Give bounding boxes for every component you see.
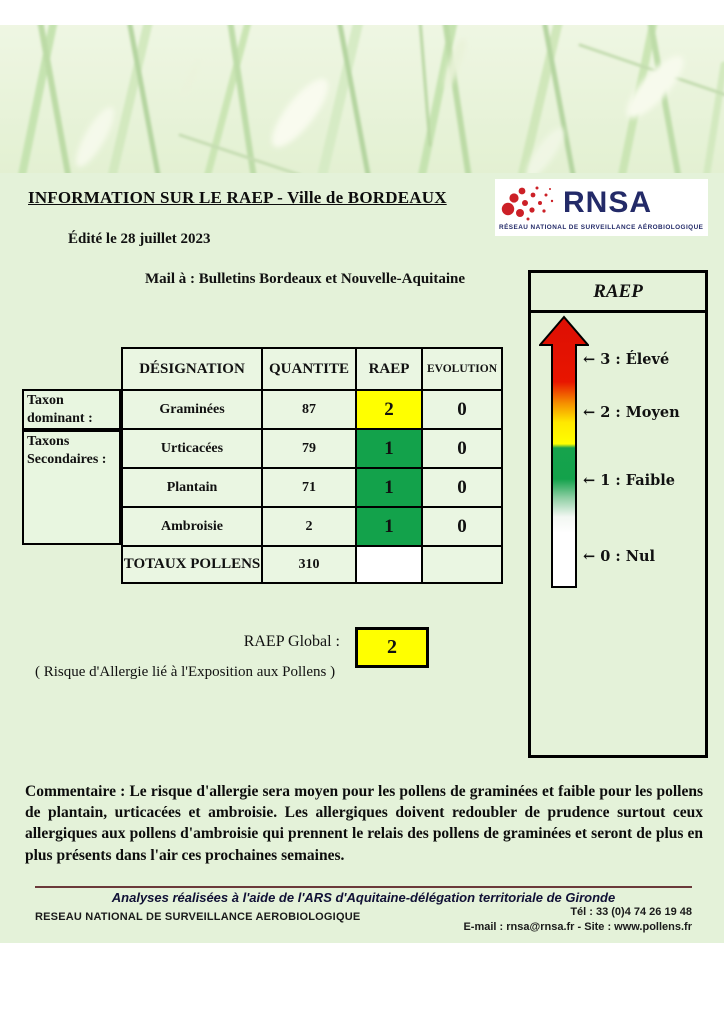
edition-date: Édité le 28 juillet 2023	[68, 231, 211, 247]
table-row-quantite: 87	[263, 391, 355, 428]
table-row-raep: 1	[357, 508, 421, 545]
raep-scale-title: RAEP	[531, 273, 705, 313]
page-title: INFORMATION SUR LE RAEP - Ville de BORDEAUX	[28, 188, 447, 207]
col-header-designation: DÉSIGNATION	[123, 349, 261, 389]
totals-evolution-empty	[423, 547, 501, 582]
grass-photo-art	[0, 25, 724, 173]
scale-level-2: ← 2 : Moyen	[583, 404, 680, 421]
table-row-designation: Ambroisie	[123, 508, 261, 545]
pollen-table	[121, 347, 503, 584]
table-row-evolution: 0	[423, 469, 501, 506]
table-row-raep: 2	[357, 391, 421, 428]
footer-analyses-note: Analyses réalisées à l'aide de l'ARS d'Aquitaine-délégation territoriale de Gironde	[111, 890, 616, 905]
scale-level-0: ← 0 : Nul	[583, 548, 656, 565]
table-row-designation: Plantain	[123, 469, 261, 506]
col-header-raep: RAEP	[357, 349, 421, 389]
rnsa-logo	[495, 179, 708, 236]
footer-organization: RESEAU NATIONAL DE SURVEILLANCE AEROBIOLOGIQUE	[35, 911, 361, 923]
group-label-secondary: Taxons Secondaires :	[22, 430, 121, 545]
rnsa-logo-wordmark: RNSA	[563, 186, 653, 219]
table-row-evolution: 0	[423, 508, 501, 545]
table-row-evolution: 0	[423, 391, 501, 428]
table-row-evolution: 0	[423, 430, 501, 467]
scale-level-1: ← 1 : Faible	[583, 472, 676, 489]
table-row-quantite: 71	[263, 469, 355, 506]
footer-divider	[35, 886, 692, 888]
raep-scale-arrow-icon	[539, 315, 589, 589]
scale-level-3: ← 3 : Élevé	[583, 351, 670, 368]
raep-global-label: RAEP Global :	[243, 633, 340, 650]
rnsa-logo-top	[499, 184, 704, 222]
raep-global-note: ( Risque d'Allergie lié à l'Exposition aux Pollens )	[35, 664, 336, 680]
table-row-raep: 1	[357, 469, 421, 506]
raep-scale-panel	[528, 270, 708, 758]
table-row-designation: Graminées	[123, 391, 261, 428]
footer-email-site: E-mail : rnsa@rnsa.fr - Site : www.pollens.fr	[463, 920, 692, 933]
table-row-raep: 1	[357, 430, 421, 467]
table-row-quantite: 79	[263, 430, 355, 467]
table-row-designation: Urticacées	[123, 430, 261, 467]
pollen-dots-icon	[499, 184, 561, 222]
col-header-quantite: QUANTITE	[263, 349, 355, 389]
commentary-text: Commentaire : Le risque d'allergie sera moyen pour les pollens de graminées et faible pour les pollens de plantain, urticacées et ambroisie. Les allergiques doivent redoubler de prudence surtout ceux allergiques aux pollens d'ambroisie qui prennent le relais des pollens de graminées et seront de plus en plus présents dans l'air ces prochaines semaines.	[25, 783, 703, 864]
totals-label: TOTAUX POLLENS	[123, 547, 261, 582]
totals-quantite: 310	[263, 547, 355, 582]
footer-phone: Tél : 33 (0)4 74 26 19 48	[570, 906, 692, 918]
mail-to-line: Mail à : Bulletins Bordeaux et Nouvelle-Aquitaine	[145, 271, 465, 287]
rnsa-logo-subtitle: RÉSEAU NATIONAL DE SURVEILLANCE AÉROBIOLOGIQUE	[499, 224, 704, 231]
totals-raep-empty	[357, 547, 421, 582]
footer-contact	[463, 905, 692, 935]
group-label-dominant: Taxon dominant :	[22, 389, 121, 430]
col-header-evolution: EVOLUTION	[423, 349, 501, 389]
table-row-quantite: 2	[263, 508, 355, 545]
grass-header-photo	[0, 25, 724, 173]
raep-global-value: 2	[355, 627, 429, 668]
